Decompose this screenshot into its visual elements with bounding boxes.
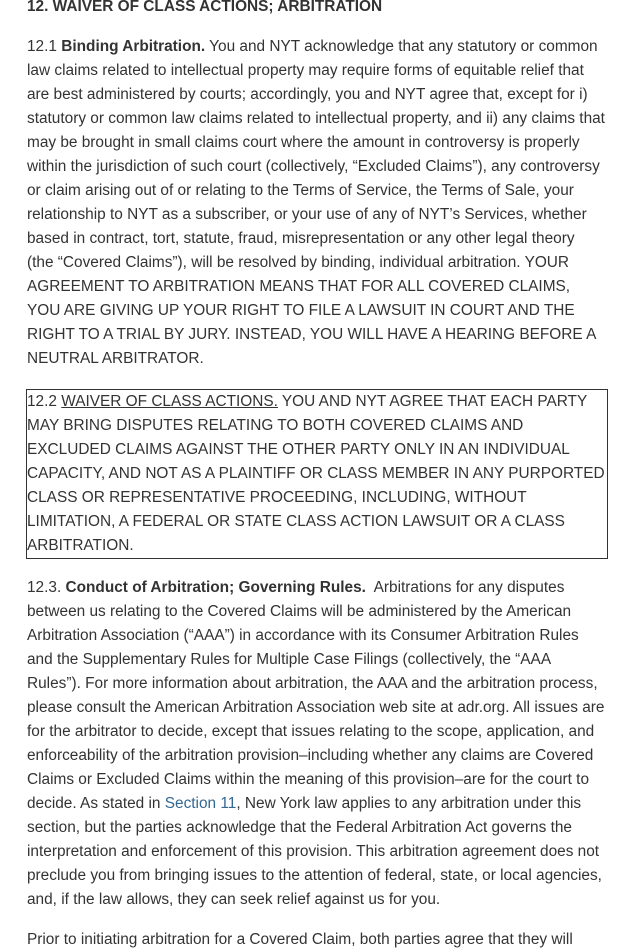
clause-number: 12.2 [27, 393, 57, 410]
clause-heading: WAIVER OF CLASS ACTIONS. [61, 393, 278, 410]
clause-body-part-1: Arbitrations for any disputes between us relating to the Covered Claims will be administered by the American Arbitration Association (“AAA”) in accordance with its Consumer Arbitration Rules and the Supplementary Rules for Multiple Case Filings (collectively, the “AAA Rules”). For more information about arbitration, the AAA and the arbitration process, please consult the American Arbitration Association web site at adr.org. All issues are for the arbitrator to decide, except that issues relating to the scope, application, and enforceability of the arbitration provision–including whether any claims are Covered Claims or Excluded Claims within the meaning of this provision–are for the court to decide. As stated in [27, 579, 605, 812]
paragraph-conduct-of-arbitration [27, 576, 605, 912]
section-title: 12. WAIVER OF CLASS ACTIONS; ARBITRATION [27, 0, 383, 15]
paragraph-binding-arbitration [27, 35, 605, 371]
clause-body: You and NYT acknowledge that any statutory or common law claims related to intellectual property may require forms of equitable relief that are best administered by courts; accordingly, you and NYT agree that, except for i) statutory or common law claims related to intellectual property, and ii) any claims that may be brought in small claims court where the amount in controversy is properly within the jurisdiction of such court (collectively, “Excluded Claims”), any controversy or claim arising out of or relating to the Terms of Service, the Terms of Sale, your relationship to NYT as a subscriber, or your use of any of NYT’s Services, whether based in contract, tort, statute, fraud, misrepresentation or any other legal theory (the “Covered Claims”), will be resolved by binding, individual arbitration. YOUR AGREEMENT TO ARBITRATION MEANS THAT FOR ALL COVERED CLAIMS, YOU ARE GIVING UP YOUR RIGHT TO FILE A LAWSUIT IN COURT AND THE RIGHT TO A TRIAL BY JURY. INSTEAD, YOU WILL HAVE A HEARING BEFORE A NEUTRAL ARBITRATOR. [27, 38, 605, 367]
terms-content [27, 0, 605, 952]
clause-number: 12.3. [27, 579, 62, 596]
clause-heading: Binding Arbitration. [61, 38, 206, 55]
clause-heading: Conduct of Arbitration; Governing Rules. [65, 579, 366, 596]
section-11-link[interactable]: Section 11 [164, 795, 237, 812]
paragraph-class-action-waiver [27, 390, 605, 558]
paragraph-prior-to-arbitration: Prior to initiating arbitration for a Covered Claim, both parties agree that they will [27, 931, 573, 948]
clause-body: YOU AND NYT AGREE THAT EACH PARTY MAY BRING DISPUTES RELATING TO BOTH COVERED CLAIMS AND EXCLUDED CLAIMS AGAINST THE OTHER PARTY ONLY IN AN INDIVIDUAL CAPACITY, AND NOT AS A PLAINTIFF OR CLASS MEMBER IN ANY PURPORTED CLASS OR REPRESENTATIVE PROCEEDING, INCLUDING, WITHOUT LIMITATION, A FEDERAL OR STATE CLASS ACTION LAWSUIT OR A CLASS ARBITRATION. [27, 393, 605, 554]
clause-number: 12.1 [27, 38, 57, 55]
class-action-waiver-box [26, 389, 608, 559]
clause-body-part-2: , New York law applies to any arbitration under this section, but the parties acknowledge that the Federal Arbitration Act governs the interpretation and enforcement of this provision. This arbitration agreement does not preclude you from bringing issues to the attention of federal, state, or local agencies, and, if the law allows, they can seek relief against us for you. [27, 795, 602, 908]
